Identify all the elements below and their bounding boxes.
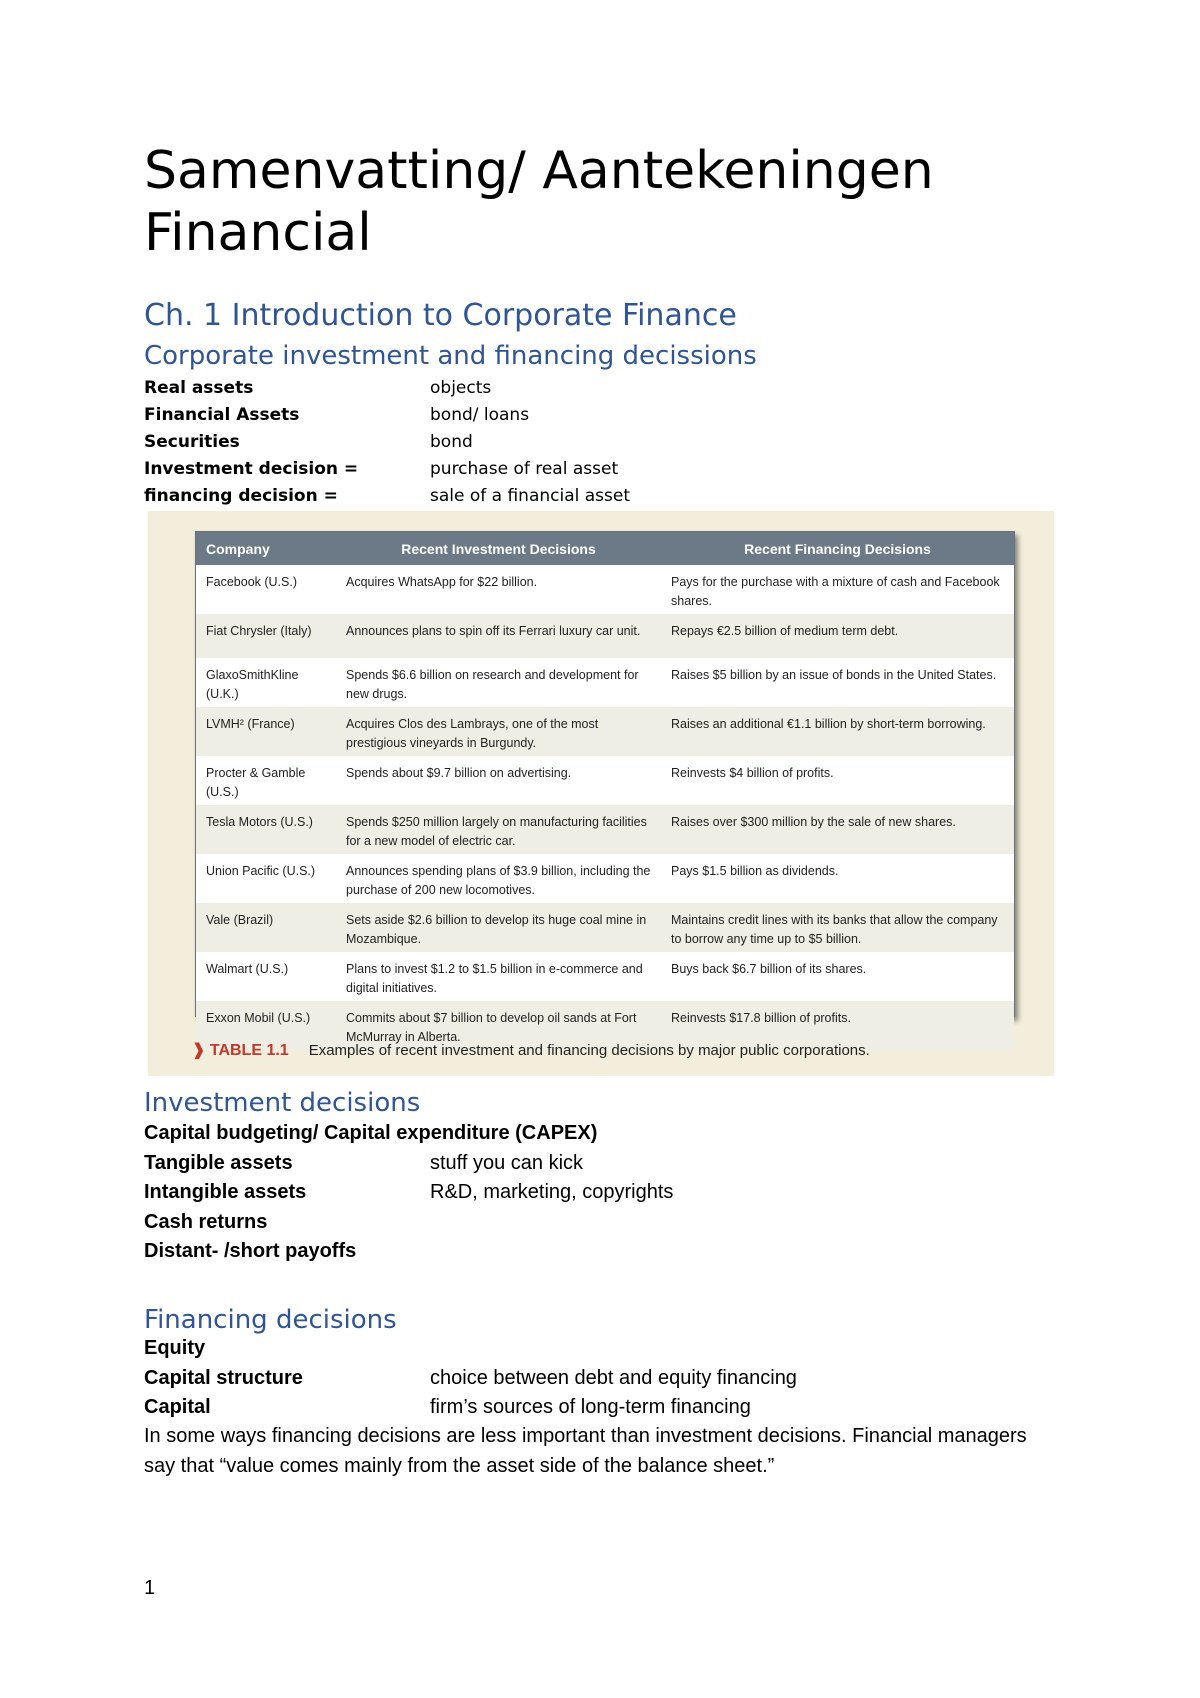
- financing-cell: Buys back $6.7 billion of its shares.: [671, 962, 867, 976]
- definition-value: objects: [430, 378, 492, 398]
- page-number: 1: [144, 1577, 156, 1599]
- definition-row: [144, 1364, 1044, 1394]
- table-row: [196, 658, 1014, 707]
- column-header-company: Company: [196, 532, 336, 565]
- investment-cell: Acquires WhatsApp for $22 billion.: [346, 575, 538, 589]
- definition-row: [144, 1393, 1044, 1423]
- definitions-list-investment: [144, 1119, 1044, 1267]
- company-cell: Walmart (U.S.): [206, 962, 289, 976]
- table-row: [196, 614, 1014, 658]
- financing-cell: Repays €2.5 billion of medium term debt.: [661, 614, 1014, 658]
- definition-term: Financial Assets: [144, 405, 300, 425]
- financing-cell: Pays $1.5 billion as dividends.: [671, 864, 839, 878]
- investment-cell: Commits about $7 billion to develop oil sands at Fort McMurray in Alberta.: [336, 1001, 661, 1050]
- definition-term: Securities: [144, 432, 240, 452]
- section-heading-investment: Investment decisions: [144, 1088, 421, 1118]
- decisions-table-frame: [195, 531, 1015, 1044]
- definition-term: Real assets: [144, 378, 254, 398]
- company-cell: Tesla Motors (U.S.): [196, 805, 336, 854]
- definition-term: Equity: [144, 1337, 206, 1359]
- table-row: [196, 565, 1014, 614]
- company-cell: Vale (Brazil): [196, 903, 336, 952]
- table-row: [196, 854, 1014, 903]
- investment-cell: Sets aside $2.6 billion to develop its huge coal mine in Mozambique.: [336, 903, 661, 952]
- caption-tag-text: TABLE 1.1: [209, 1042, 289, 1059]
- company-cell: Fiat Chrysler (Italy): [196, 614, 336, 658]
- definition-row: [144, 375, 1044, 402]
- financing-cell: Raises $5 billion by an issue of bonds in the United States.: [671, 668, 997, 682]
- decisions-table: [196, 532, 1014, 1050]
- definition-row: [144, 456, 1044, 483]
- definition-term: Capital structure: [144, 1366, 303, 1389]
- definition-term: Distant- /short payoffs: [144, 1240, 357, 1262]
- definitions-list-corporate: [144, 375, 1044, 510]
- definition-term: Capital: [144, 1396, 211, 1418]
- definition-term: Cash returns: [144, 1210, 268, 1233]
- caption-tag: [192, 1042, 289, 1059]
- investment-cell: Announces spending plans of $3.9 billion, including the purchase of 200 new locomotives.: [346, 864, 651, 897]
- document-title: Samenvatting/ Aantekeningen Financial: [144, 141, 934, 263]
- definition-value: bond/ loans: [430, 405, 530, 425]
- definition-row: [144, 1208, 1044, 1238]
- table-row: [196, 707, 1014, 756]
- definition-row: [144, 1178, 1044, 1208]
- company-cell: Exxon Mobil (U.S.): [196, 1001, 336, 1050]
- definition-row: [144, 429, 1044, 456]
- definition-term: Investment decision =: [144, 459, 359, 479]
- chapter-heading: Ch. 1 Introduction to Corporate Finance: [144, 298, 737, 333]
- financing-cell: Reinvests $17.8 billion of profits.: [661, 1001, 1014, 1050]
- definition-value: bond: [430, 432, 473, 452]
- financing-cell: Pays for the purchase with a mixture of cash and Facebook shares.: [671, 575, 1000, 608]
- definition-row: [144, 1149, 1044, 1179]
- investment-cell: Acquires Clos des Lambrays, one of the most prestigious vineyards in Burgundy.: [336, 707, 661, 756]
- table-row: [196, 756, 1014, 805]
- table-figure: [148, 511, 1054, 1076]
- caption-marker-icon: ❱: [192, 1042, 206, 1059]
- financing-cell: Reinvests $4 billion of profits.: [671, 766, 834, 780]
- table-caption: [192, 1040, 870, 1060]
- definition-value: firm’s sources of long-term financing: [430, 1396, 751, 1418]
- definition-row: [144, 1237, 1044, 1267]
- table-header-row: [196, 532, 1014, 565]
- definition-value: R&D, marketing, copyrights: [430, 1181, 674, 1203]
- financing-cell: Raises an additional €1.1 billion by short-term borrowing.: [661, 707, 1014, 756]
- definition-value: stuff you can kick: [430, 1151, 584, 1174]
- definition-row: [144, 1334, 1044, 1364]
- company-cell: Union Pacific (U.S.): [206, 864, 316, 878]
- financing-cell: Maintains credit lines with its banks that allow the company to borrow any time up to $5 billion.: [661, 903, 1014, 952]
- investment-cell: Plans to invest $1.2 to $1.5 billion in e-commerce and digital initiatives.: [346, 962, 643, 995]
- column-header-investment: Recent Investment Decisions: [336, 532, 661, 565]
- definition-row: [144, 402, 1044, 429]
- definition-term: Intangible assets: [144, 1181, 307, 1203]
- caption-text: Examples of recent investment and financing decisions by major public corporations.: [308, 1042, 870, 1059]
- section-heading-corporate: Corporate investment and financing decissions: [144, 341, 757, 371]
- company-cell: Facebook (U.S.): [206, 575, 298, 589]
- definition-value: sale of a financial asset: [430, 486, 631, 506]
- company-cell: Procter & Gamble (U.S.): [206, 766, 306, 799]
- table-body: [196, 565, 1014, 1050]
- definition-value: choice between debt and equity financing: [430, 1366, 797, 1389]
- table-row: [196, 805, 1014, 854]
- definition-value: purchase of real asset: [430, 459, 619, 479]
- definition-row: [144, 483, 1044, 510]
- investment-cell: Spends about $9.7 billion on advertising.: [346, 766, 572, 780]
- company-cell: GlaxoSmithKline (U.K.): [206, 668, 299, 701]
- definition-term: Tangible assets: [144, 1151, 293, 1174]
- financing-cell: Raises over $300 million by the sale of new shares.: [661, 805, 1014, 854]
- section-heading-financing: Financing decisions: [144, 1305, 397, 1335]
- investment-cell: Spends $6.6 billion on research and development for new drugs.: [346, 668, 639, 701]
- definition-row: [144, 1119, 1044, 1149]
- table-row: [196, 903, 1014, 952]
- investment-cell: Spends $250 million largely on manufacturing facilities for a new model of electric car.: [336, 805, 661, 854]
- investment-cell: Announces plans to spin off its Ferrari luxury car unit.: [336, 614, 661, 658]
- table-row: [196, 952, 1014, 1001]
- definition-term: financing decision =: [144, 486, 338, 506]
- company-cell: LVMH² (France): [196, 707, 336, 756]
- definition-term: Capital budgeting/ Capital expenditure (CAPEX): [144, 1122, 598, 1144]
- column-header-financing: Recent Financing Decisions: [661, 532, 1014, 565]
- body-paragraph: In some ways financing decisions are less important than investment decisions. Financial managers say that “value comes mainly from the asset side of the balance sheet.”: [144, 1425, 1027, 1477]
- definitions-list-financing: [144, 1334, 1044, 1423]
